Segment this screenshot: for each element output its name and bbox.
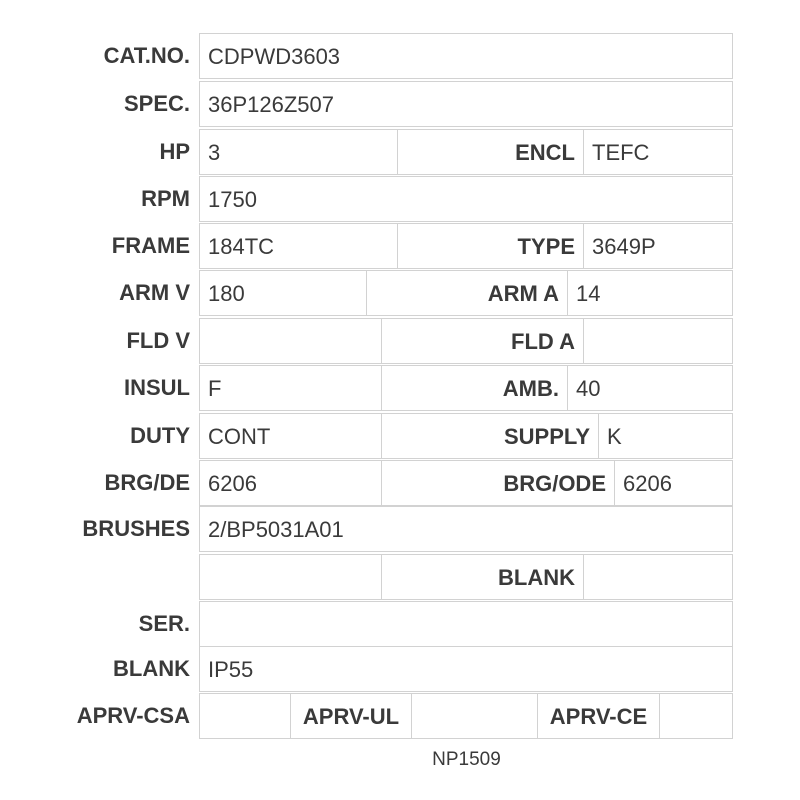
amb-label: AMB. <box>381 365 568 411</box>
arm-a-value: 14 <box>567 270 733 316</box>
cat-no-value: CDPWD3603 <box>199 33 733 79</box>
aprv-csa-value <box>199 693 291 739</box>
arm-a-label: ARM A <box>366 270 568 316</box>
cat-no-label: CAT.NO. <box>103 43 190 68</box>
aprv-ce-value <box>659 693 733 739</box>
insul-label: INSUL <box>124 375 190 400</box>
blank-row-right-value <box>583 554 733 600</box>
blank-row-left-value <box>199 554 382 600</box>
blank-row-label <box>0 554 190 600</box>
hp-value: 3 <box>199 129 398 175</box>
amb-value: 40 <box>567 365 733 411</box>
ser-label: SER. <box>138 611 190 636</box>
aprv-csa-label: APRV-CSA <box>76 703 190 728</box>
brg-ode-value: 6206 <box>614 460 733 506</box>
spec-label: SPEC. <box>123 91 190 116</box>
ser-value <box>199 601 733 647</box>
duty-label: DUTY <box>130 423 190 448</box>
insul-value: F <box>199 365 382 411</box>
arm-v-value: 180 <box>199 270 367 316</box>
aprv-ul-value <box>411 693 538 739</box>
blank2-label: BLANK <box>113 656 190 681</box>
blank-row-sub-label: BLANK <box>381 554 584 600</box>
brg-ode-label: BRG/ODE <box>381 460 615 506</box>
brg-de-label: BRG/DE <box>104 470 190 495</box>
rpm-value: 1750 <box>199 176 733 222</box>
supply-value: K <box>598 413 733 459</box>
fld-v-label: FLD V <box>126 328 190 353</box>
brushes-value: 2/BP5031A01 <box>199 506 733 552</box>
brushes-label: BRUSHES <box>82 516 190 541</box>
arm-v-label: ARM V <box>119 280 190 305</box>
fld-a-value <box>583 318 733 364</box>
type-label: TYPE <box>397 223 584 269</box>
frame-value: 184TC <box>199 223 398 269</box>
brg-de-value: 6206 <box>199 460 382 506</box>
rpm-label: RPM <box>141 186 190 211</box>
supply-label: SUPPLY <box>381 413 599 459</box>
encl-value: TEFC <box>583 129 733 175</box>
fld-a-label: FLD A <box>381 318 584 364</box>
part-number: NP1509 <box>432 749 501 770</box>
blank2-value: IP55 <box>199 646 733 692</box>
duty-value: CONT <box>199 413 382 459</box>
fld-v-value <box>199 318 382 364</box>
hp-label: HP <box>159 139 190 164</box>
spec-value: 36P126Z507 <box>199 81 733 127</box>
aprv-ce-label: APRV-CE <box>537 693 660 739</box>
type-value: 3649P <box>583 223 733 269</box>
encl-label: ENCL <box>397 129 584 175</box>
aprv-ul-label: APRV-UL <box>290 693 412 739</box>
frame-label: FRAME <box>111 233 190 258</box>
